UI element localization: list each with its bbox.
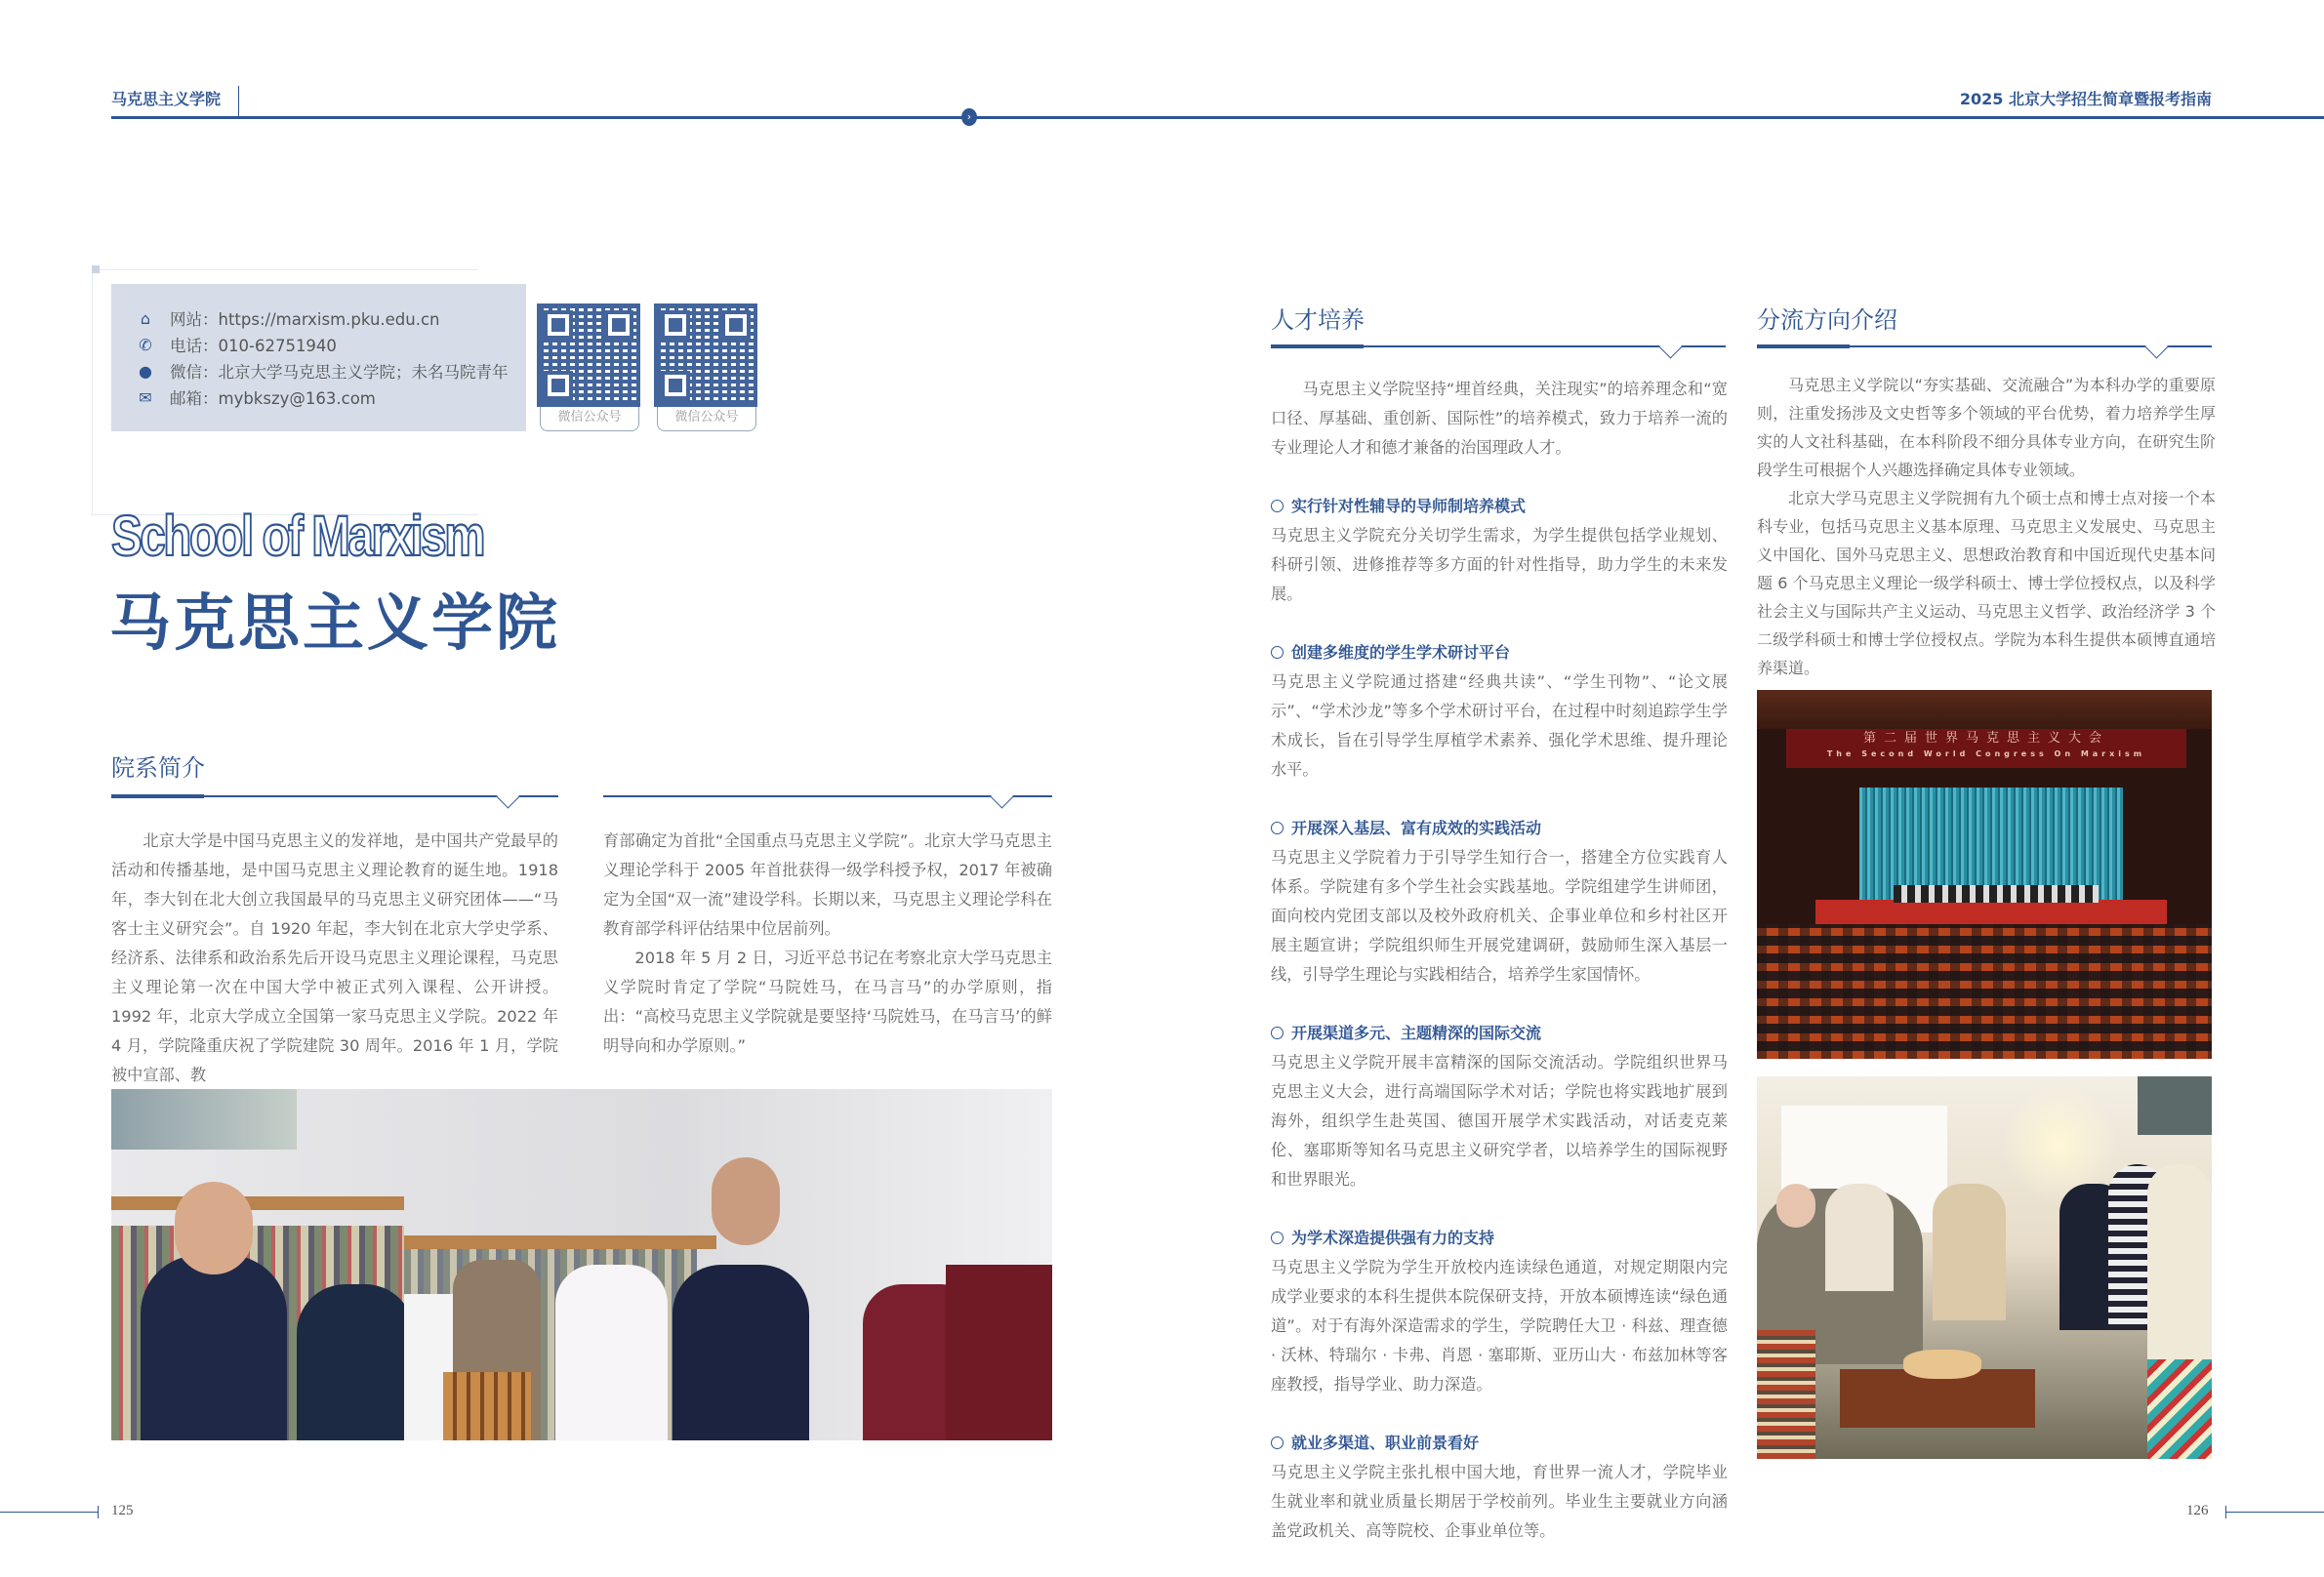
training-item-title — [1271, 638, 1728, 667]
banner-cn: 第二届世界马克思主义大会 — [1862, 731, 2109, 746]
intro-column-1 — [111, 827, 558, 1090]
section-underline — [111, 795, 558, 815]
contact-website-text: 网站：https://marxism.pku.edu.cn — [170, 310, 440, 329]
wechat-icon: ● — [139, 361, 152, 381]
mail-icon: ✉ — [139, 387, 152, 407]
training-column — [1271, 375, 1728, 1546]
photo-seminar — [1757, 1076, 2212, 1459]
contact-phone — [135, 332, 337, 357]
training-item-title — [1271, 492, 1728, 521]
decorative-square — [92, 265, 100, 273]
photo-congress — [1757, 690, 2212, 1059]
photo-visit — [111, 1089, 1052, 1440]
intro-paragraph: 北京大学是中国马克思主义的发祥地，是中国共产党最早的活动和传播基地，是中国马克思主义理论教育的诞生地。1918年，李大钊在北大创立我国最早的马克思主义研究团体——“马客士主义研究会”。自 1920 年起，李大钊在北京大学史学系、经济系、法律系和政治系先后开设马克思主义理论课程，马克思主义理论第一次在中国大学中被正式列入课程、公开讲授。1992 年，北京大学成立全国第一家马克思主义学院。2022 年 4 月，学院隆重庆祝了学院建院 30 周年。2016 年 1 月，学院被中宣部、教 — [111, 831, 558, 1084]
congress-banner — [1786, 729, 2186, 768]
qr-caption: 微信公众号 — [540, 407, 639, 431]
circle-bullet-icon — [1271, 822, 1284, 834]
circle-bullet-icon — [1271, 1027, 1284, 1039]
intro-column-2 — [603, 827, 1052, 1061]
section-title-training: 人才培养 — [1271, 306, 1365, 334]
training-item-body: 马克思主义学院着力于引导学生知行合一，搭建全方位实践育人体系。学院建有多个学生社会实践基地。学院组建学生讲师团，面向校内党团支部以及校外政府机关、企事业单位和乡村社区开展主题宣讲；学院组织师生开展党建调研，鼓励师生深入基层一线，引导学生理论与实践相结合，培养学生家国情怀。 — [1271, 848, 1728, 984]
training-item-title-text: 开展渠道多元、主题精深的国际交流 — [1291, 1024, 1542, 1042]
header-rule — [111, 116, 2324, 119]
section-title-streams: 分流方向介绍 — [1757, 306, 1897, 334]
streams-column — [1757, 371, 2216, 682]
footer-rule-left — [0, 1512, 98, 1513]
footer-tick — [98, 1506, 99, 1518]
contact-email-text: 邮箱：mybkszy@163.com — [170, 389, 376, 408]
header-divider — [238, 86, 239, 117]
contact-website — [135, 305, 440, 331]
intro-paragraph: 2018 年 5 月 2 日，习近平总书记在考察北京大学马克思主义学院时肯定了学院“马院姓马，在马言马”的办学原则，指出：“高校马克思主义学院就是要坚持‘马院姓马，在马言马’的鲜明导向和办学原则。” — [603, 949, 1052, 1055]
training-item-body: 马克思主义学院为学生开放校内连读绿色通道，对规定期限内完成学业要求的本科生提供本院保研支持，开放本硕博连读“绿色通道”。对于有海外深造需求的学生，学院聘任大卫 · 科兹、理查德 · 沃林、特瑞尔 · 卡弗、肖恩 · 塞耶斯、亚历山大 · 布兹加林等客座教授，指导学业、助力深造。 — [1271, 1258, 1728, 1394]
training-item-title-text: 实行针对性辅导的导师制培养模式 — [1291, 497, 1527, 515]
contact-wechat-text: 微信：北京大学马克思主义学院；未名马院青年 — [170, 363, 509, 382]
training-item-title-text: 为学术深造提供强有力的支持 — [1291, 1229, 1495, 1247]
section-title-intro: 院系简介 — [111, 754, 205, 782]
intro-paragraph: 育部确定为首批“全国重点马克思主义学院”。北京大学马克思主义理论学科于 2005 年首批获得一级学科授予权，2017 年被确定为全国“双一流”建设学科。长期以来，马克思主义理论学科在教育部学科评估结果中位居前列。 — [603, 831, 1052, 938]
streams-paragraph: 马克思主义学院以“夯实基础、交流融合”为本科办学的重要原则，注重发扬涉及文史哲等多个领域的平台优势，着力培养学生厚实的人文社科基础，在本科阶段不细分具体专业方向，在研究生阶段学生可根据个人兴趣选择确定具体专业领域。 — [1757, 376, 2216, 479]
section-underline — [603, 795, 1052, 815]
circle-bullet-icon — [1271, 1436, 1284, 1449]
section-underline — [1271, 345, 1726, 365]
banner-en: The Second World Congress On Marxism — [1826, 749, 2146, 758]
qr-caption: 微信公众号 — [657, 407, 756, 431]
training-item-title — [1271, 1019, 1728, 1048]
training-item-title-text: 就业多渠道、职业前景看好 — [1291, 1434, 1480, 1452]
training-item-body: 马克思主义学院开展丰富精深的国际交流活动。学院组织世界马克思主义大会，进行高端国际学术对话；学院也将实践地扩展到海外，组织学生赴英国、德国开展学术实践活动，对话麦克莱伦、塞耶斯等知名马克思主义研究学者，以培养学生的国际视野和世界眼光。 — [1271, 1053, 1728, 1189]
qr-code-image — [654, 303, 757, 407]
training-item-body: 马克思主义学院充分关切学生需求，为学生提供包括学业规划、科研引领、进修推荐等多方面的针对性指导，助力学生的未来发展。 — [1271, 526, 1728, 603]
training-item-title — [1271, 1224, 1728, 1253]
training-item-title — [1271, 1429, 1728, 1458]
chevron-right-icon: › — [961, 108, 977, 126]
training-item-title-text: 开展深入基层、富有成效的实践活动 — [1291, 819, 1542, 837]
training-item-body: 马克思主义学院通过搭建“经典共读”、“学生刊物”、“论文展示”、“学术沙龙”等多个学术研讨平台，在过程中时刻追踪学生学术成长，旨在引导学生厚植学术素养、强化学术思维、提升理论水平。 — [1271, 672, 1728, 779]
page-number-right: 126 — [2186, 1503, 2209, 1518]
training-item-title — [1271, 814, 1728, 843]
home-icon: ⌂ — [140, 308, 151, 328]
contact-wechat — [135, 358, 509, 384]
header-left-title: 马克思主义学院 — [111, 90, 222, 108]
contact-phone-text: 电话：010-62751940 — [170, 337, 337, 355]
training-item-title-text: 创建多维度的学生学术研讨平台 — [1291, 643, 1511, 662]
english-title: School of Marxism — [111, 505, 484, 568]
training-intro: 马克思主义学院坚持“埋首经典，关注现实”的培养理念和“宽口径、厚基础、重创新、国际性”的培养模式，致力于培养一流的专业理论人才和德才兼备的治国理政人才。 — [1271, 380, 1728, 457]
chinese-title: 马克思主义学院 — [109, 587, 560, 659]
contact-email — [135, 384, 376, 410]
contact-box — [111, 284, 526, 431]
qr-code-2 — [654, 303, 757, 429]
qr-code-image — [537, 303, 640, 407]
circle-bullet-icon — [1271, 1232, 1284, 1244]
footer-rule-right — [2225, 1512, 2324, 1513]
circle-bullet-icon — [1271, 500, 1284, 512]
qr-code-1 — [537, 303, 640, 429]
page-number-left: 125 — [111, 1503, 134, 1518]
header-right-title: 2025 北京大学招生简章暨报考指南 — [1959, 90, 2212, 108]
circle-bullet-icon — [1271, 646, 1284, 659]
training-item-body: 马克思主义学院主张扎根中国大地，育世界一流人才，学院毕业生就业率和就业质量长期居于学校前列。毕业生主要就业方向涵盖党政机关、高等院校、企事业单位等。 — [1271, 1463, 1728, 1540]
section-underline — [1757, 345, 2212, 365]
streams-paragraph: 北京大学马克思主义学院拥有九个硕士点和博士点对接一个本科专业，包括马克思主义基本原理、马克思主义发展史、马克思主义中国化、国外马克思主义、思想政治教育和中国近现代史基本问题 6 个马克思主义理论一级学科硕士、博士学位授权点，以及科学社会主义与国际共产主义运动、马克思主义哲学、政治经济学 3 个二级学科硕士和博士学位授权点。学院为本科生提供本硕博直通培养渠道。 — [1757, 489, 2216, 677]
phone-icon: ✆ — [139, 335, 152, 354]
